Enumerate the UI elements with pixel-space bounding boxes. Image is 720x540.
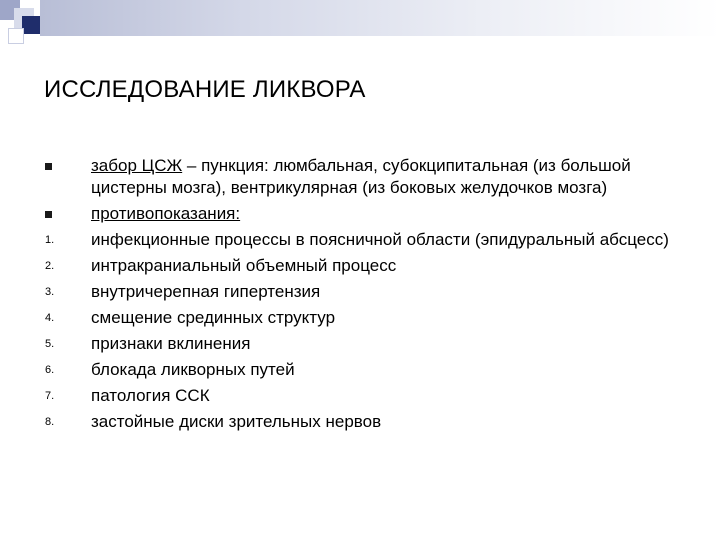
item-text: интракраниальный объемный процесс [91, 256, 397, 275]
item-number: 6. [45, 364, 55, 376]
item-text: блокада ликворных путей [91, 360, 295, 379]
item-number: 8. [45, 416, 55, 428]
numbered-item [0, 229, 720, 251]
slide-title: ИССЛЕДОВАНИЕ ЛИКВОРА [44, 76, 366, 103]
bullet-underlined-text: противопоказания: [91, 204, 241, 223]
item-text: застойные диски зрительных нервов [91, 412, 382, 431]
numbered-item [0, 255, 720, 277]
bullet-underlined-text: забор ЦСЖ [91, 156, 183, 175]
item-number: 7. [45, 390, 55, 402]
slide-content [0, 155, 720, 437]
item-text: смещение срединных структур [91, 308, 336, 327]
item-number: 1. [45, 234, 55, 246]
item-number: 2. [45, 260, 55, 272]
numbered-item [0, 359, 720, 381]
item-text: внутричерепная гипертензия [91, 282, 321, 301]
numbered-item [0, 411, 720, 433]
numbered-item [0, 281, 720, 303]
header-gradient-band [40, 0, 720, 36]
item-number: 4. [45, 312, 55, 324]
item-text: патология ССК [91, 386, 210, 405]
item-text: инфекционные процессы в поясничной области (эпидуральный абсцесс) [91, 230, 669, 249]
item-text: признаки вклинения [91, 334, 251, 353]
numbered-item [0, 385, 720, 407]
item-number: 3. [45, 286, 55, 298]
square-bullet-icon [45, 163, 52, 170]
numbered-item [0, 333, 720, 355]
bullet-text: – пункция: люмбальная, субокципитальная (из большой цистерны мозга), вентрикулярная (из боковых желудочков мозга) [91, 156, 631, 197]
bullet-item-csf-collection [0, 155, 720, 199]
item-number: 5. [45, 338, 55, 350]
square-bullet-icon [45, 211, 52, 218]
bullet-item-contraindications [0, 203, 720, 225]
numbered-item [0, 307, 720, 329]
